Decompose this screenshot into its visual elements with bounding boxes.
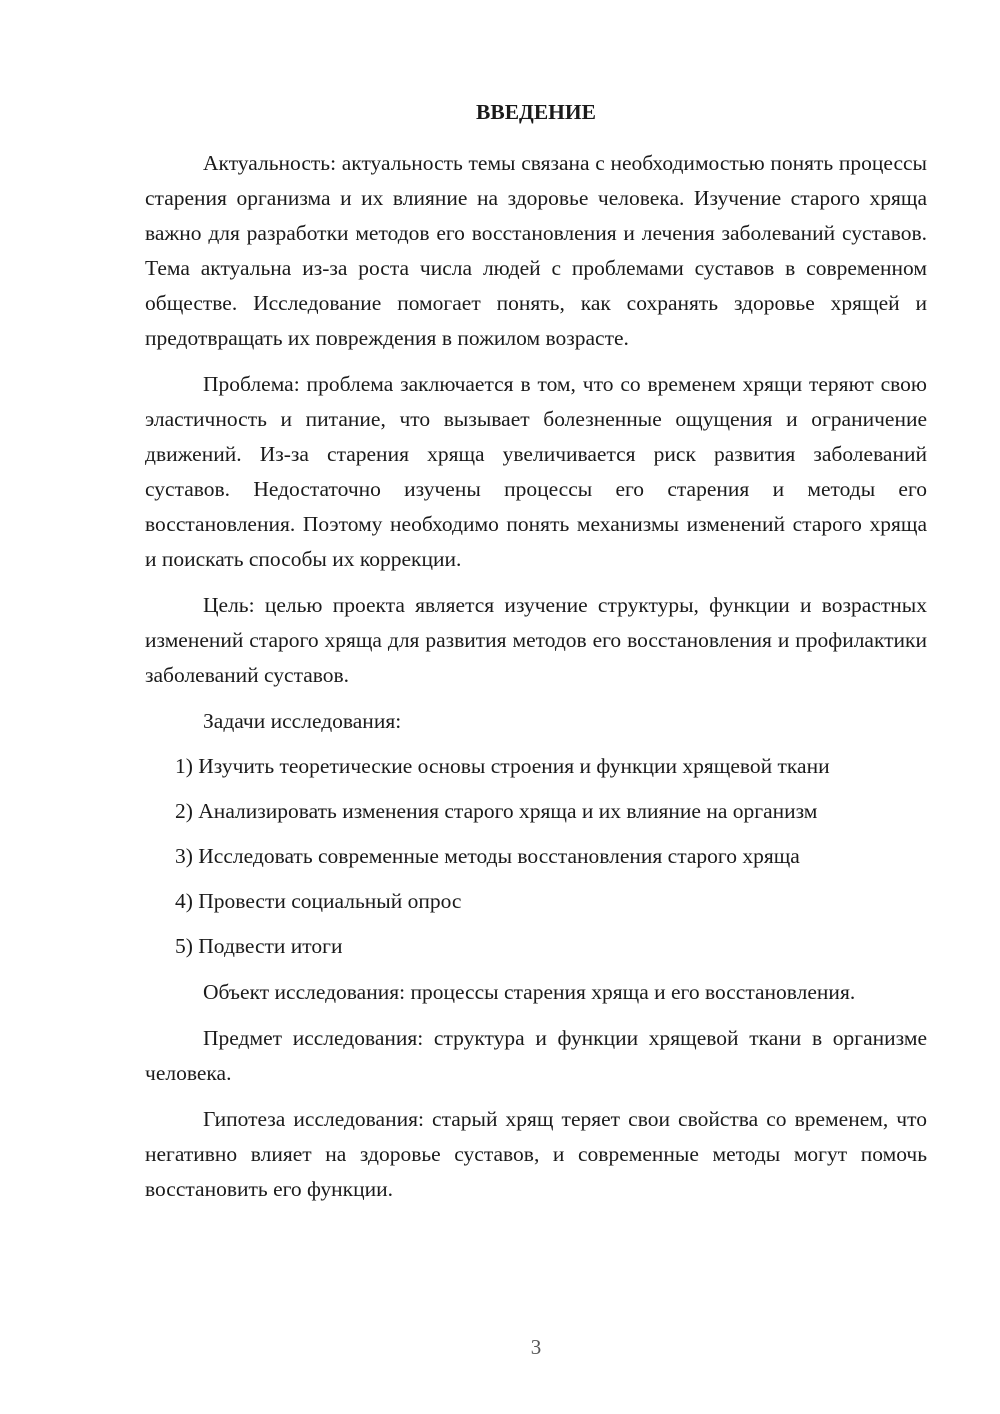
task-item-5: 5) Подвести итоги [175, 934, 343, 958]
goal-paragraph: Цель: целью проекта является изучение структуры, функции и возрастных изменений старого хряща для развития методов его восстановления и профилактики заболеваний суставов. [145, 593, 927, 687]
page-content [145, 98, 927, 1218]
tasks-list [145, 749, 927, 964]
problem-paragraph: Проблема: проблема заключается в том, что со временем хрящи теряют свою эластичность и питание, что вызывает болезненные ощущения и ограничение движений. Из-за старения хряща увеличивается риск развития заболеваний суставов. Недостаточно изучены процессы его старения и методы его восстановления. Поэтому необходимо понять механизмы изменений старого хряща и поискать способы их коррекции. [145, 372, 927, 571]
page-number: 3 [530, 1335, 542, 1359]
subject-paragraph: Предмет исследования: структура и функции хрящевой ткани в организме человека. [145, 1026, 927, 1085]
hypothesis-paragraph: Гипотеза исследования: старый хрящ теряет свои свойства со временем, что негативно влияет на здоровье суставов, и современные методы могут помочь восстановить его функции. [145, 1107, 927, 1201]
tasks-heading: Задачи исследования: [203, 709, 402, 733]
task-item-4: 4) Провести социальный опрос [175, 889, 462, 913]
object-paragraph: Объект исследования: процессы старения хряща и его восстановления. [203, 980, 856, 1004]
task-item-1: 1) Изучить теоретические основы строения и функции хрящевой ткани [175, 754, 830, 778]
task-item-3: 3) Исследовать современные методы восстановления старого хряща [175, 844, 800, 868]
relevance-paragraph: Актуальность: актуальность темы связана с необходимостью понять процессы старения организма и их влияние на здоровье человека. Изучение старого хряща важно для разработки методов его восстановления и лечения заболеваний суставов. Тема актуальна из-за роста числа людей с проблемами суставов в современном обществе. Исследование помогает понять, как сохранять здоровье хрящей и предотвращать их повреждения в пожилом возрасте. [145, 151, 927, 350]
task-item-2: 2) Анализировать изменения старого хряща и их влияние на организм [175, 799, 818, 823]
page-title: ВВЕДЕНИЕ [476, 100, 596, 124]
